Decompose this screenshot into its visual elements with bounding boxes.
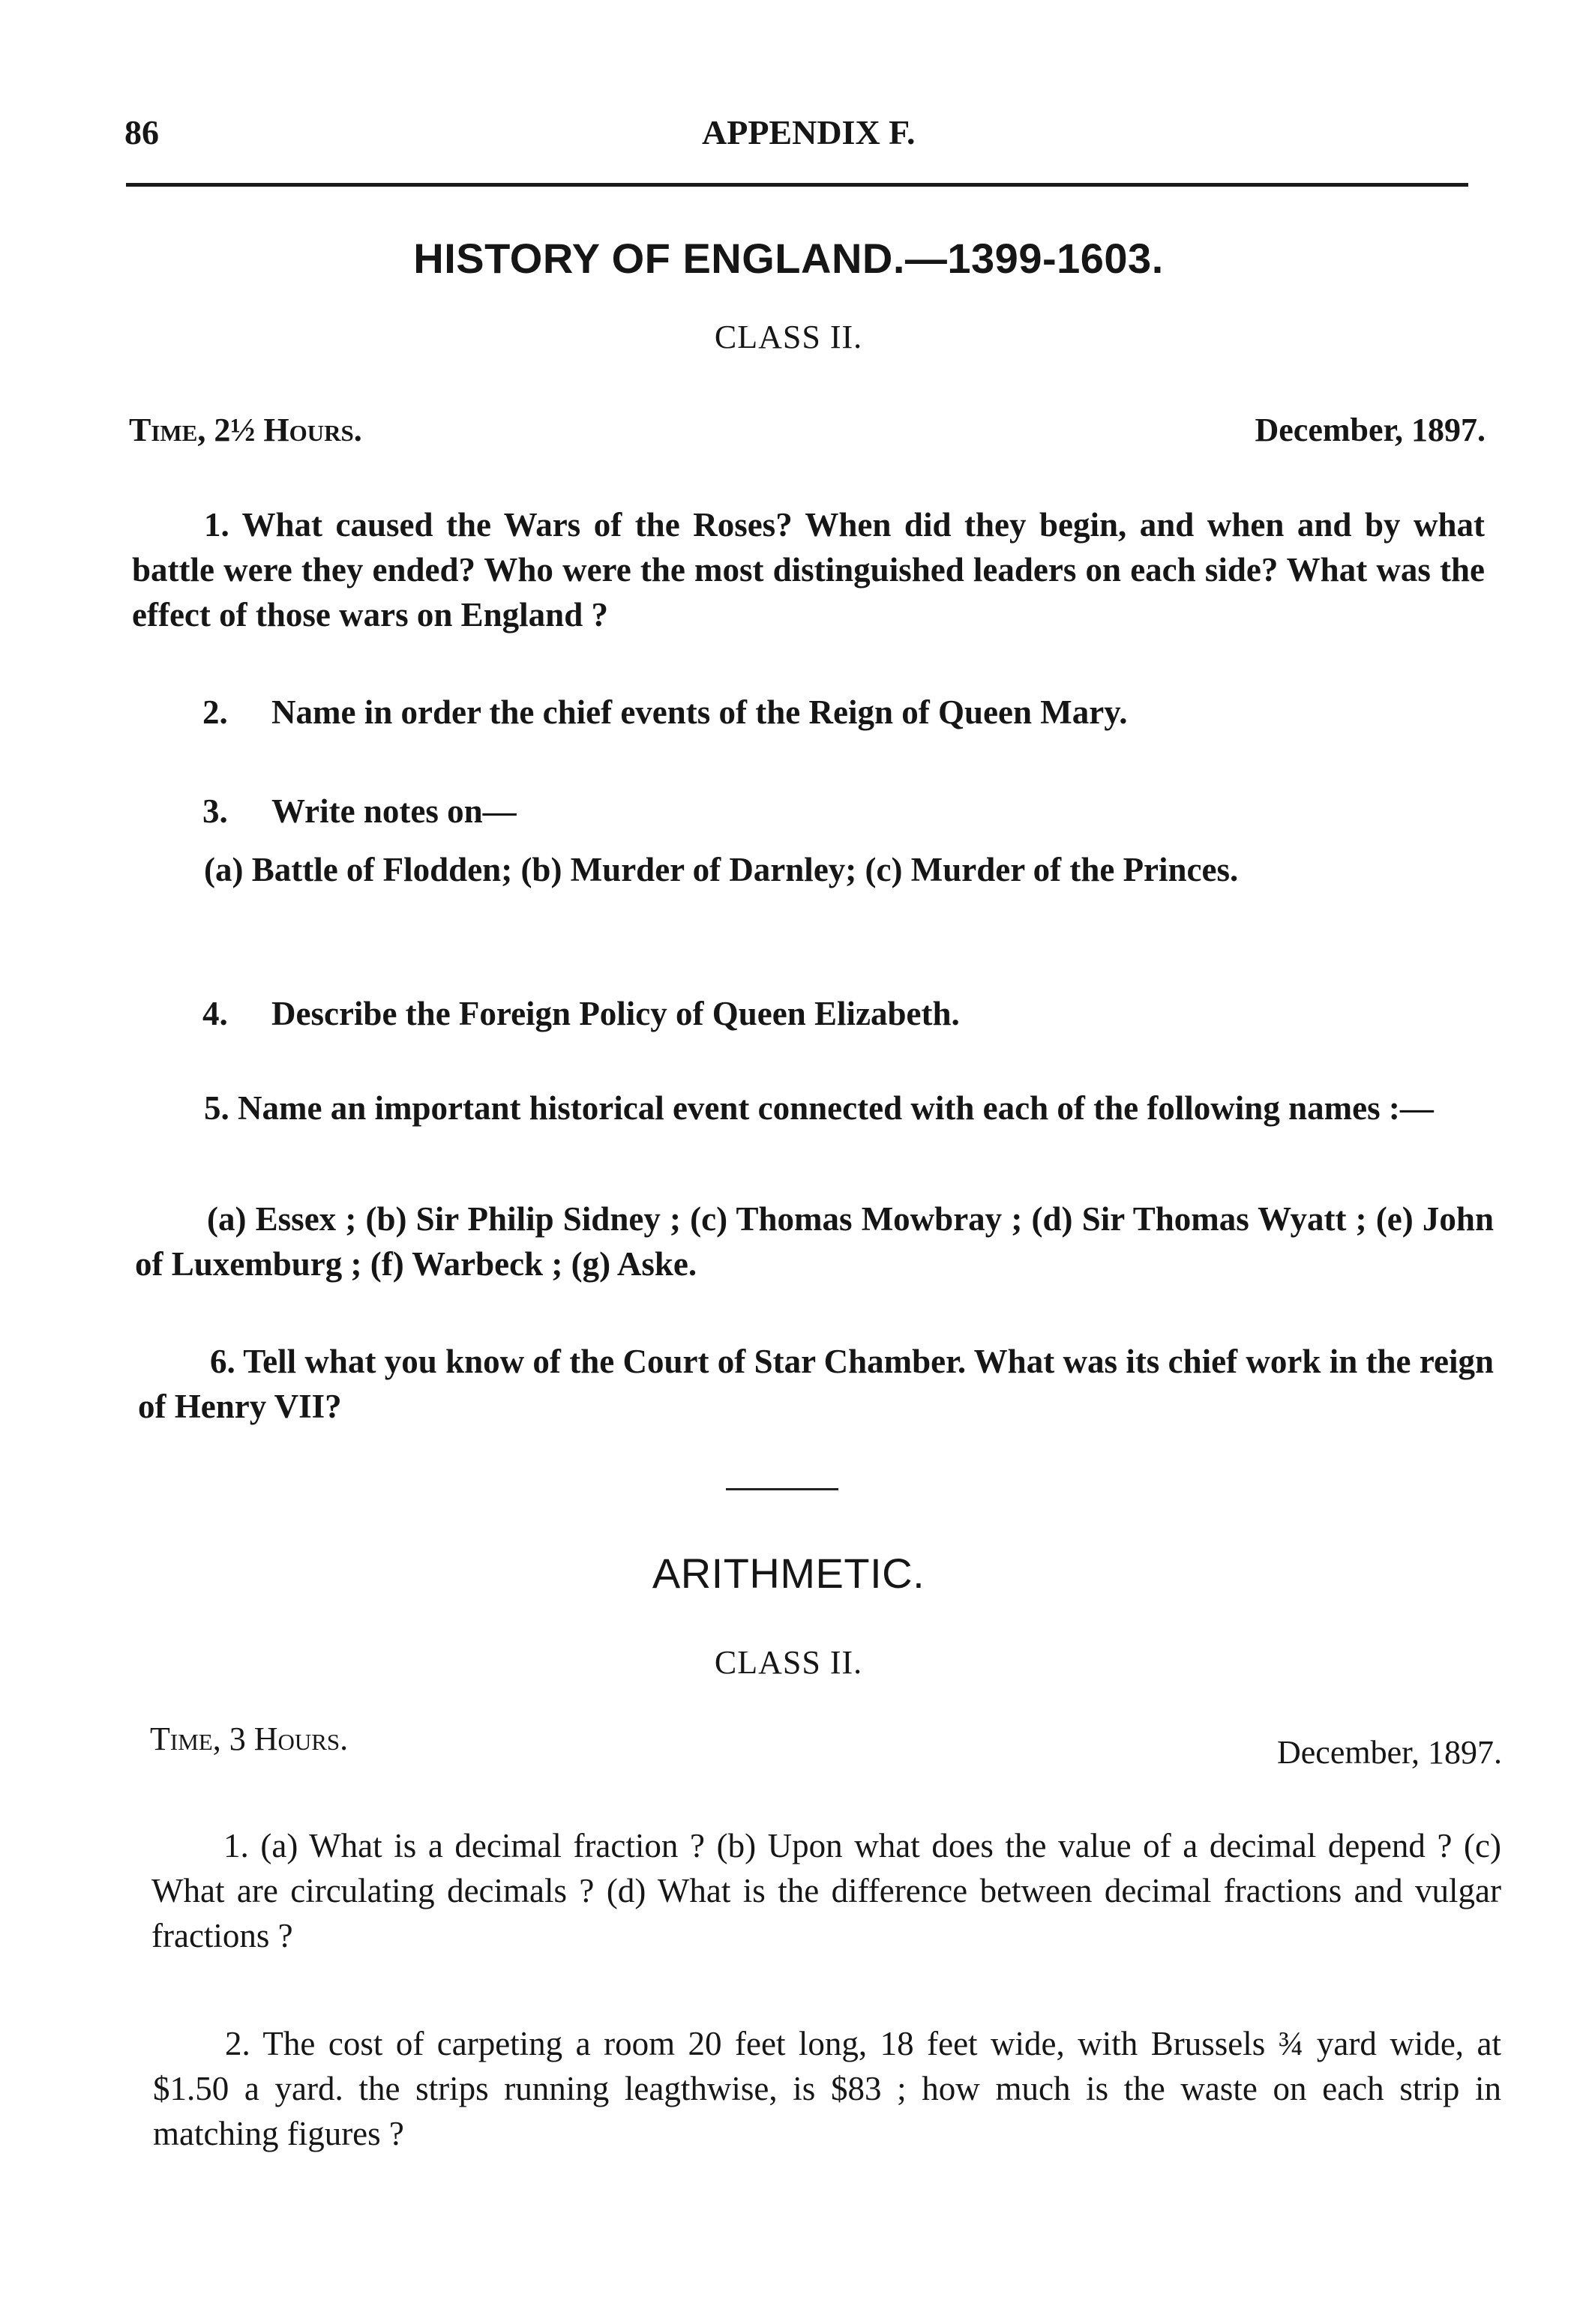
history-question-6 xyxy=(138,1339,1494,1429)
history-question-3-parts: (a) Battle of Flodden; (b) Murder of Darnley; (c) Murder of the Princes. xyxy=(204,851,1239,888)
history-question-5-parts: (a) Essex ; (b) Sir Philip Sidney ; (c) Thomas Mowbray ; (d) Sir Thomas Wyatt ; (e) John of Luxemburg ; (f) Warbeck ; (g) Aske. xyxy=(135,1200,1494,1283)
arithmetic-question-2 xyxy=(153,2021,1501,2156)
question-number: 1. xyxy=(223,1827,249,1864)
section-divider xyxy=(726,1488,838,1490)
question-text: Describe the Foreign Policy of Queen Elizabeth. xyxy=(271,995,960,1032)
page-number: 86 xyxy=(124,113,159,151)
history-question-3 xyxy=(202,789,1492,834)
history-question-5 xyxy=(132,1086,1489,1131)
question-text: Name in order the chief events of the Reign of Queen Mary. xyxy=(271,693,1128,731)
history-question-4 xyxy=(202,991,1492,1036)
history-title: HISTORY OF ENGLAND.—1399-1603. xyxy=(413,235,1164,282)
header-rule xyxy=(126,183,1468,187)
history-date: December, 1897. xyxy=(1255,412,1486,448)
question-text: The cost of carpeting a room 20 feet long, 18 feet wide, with Brussels ¾ yard wide, at $1.50 a yard. the strips running leagthwise, is $83 ; how much is the waste on each strip in matching figures ? xyxy=(153,2025,1502,2152)
question-number: 2. xyxy=(225,2025,250,2062)
question-text: What caused the Wars of the Roses? When did they begin, and when and by what battle were they ended? Who were the most distinguished leaders on each side? What was the effect of those wars on England ? xyxy=(132,506,1485,633)
question-number: 2. xyxy=(202,693,228,731)
question-number: 6. xyxy=(210,1343,235,1380)
question-number: 1. xyxy=(204,506,229,544)
running-title: APPENDIX F. xyxy=(702,113,916,151)
arithmetic-class-label: CLASS II. xyxy=(714,1644,863,1681)
question-number: 3. xyxy=(202,792,228,830)
question-number: 4. xyxy=(202,995,228,1032)
arithmetic-date: December, 1897. xyxy=(1276,1734,1502,1771)
question-number: 5. xyxy=(204,1089,229,1127)
question-text: (a) What is a decimal fraction ? (b) Upon what does the value of a decimal depend ? (c) What are circulating decimals ? (d) What is the difference between decimal fractions and vulgar fractions ? xyxy=(151,1827,1501,1954)
question-text: Write notes on— xyxy=(271,792,517,830)
question-text: Tell what you know of the Court of Star Chamber. What was its chief work in the reign of Henry VII? xyxy=(138,1343,1494,1425)
history-question-1 xyxy=(132,502,1485,637)
history-question-2 xyxy=(202,690,1492,735)
history-time: Time, 2½ Hours. xyxy=(129,412,362,448)
arithmetic-time: Time, 3 Hours. xyxy=(150,1721,349,1757)
arithmetic-question-1 xyxy=(151,1823,1501,1958)
history-class-label: CLASS II. xyxy=(714,319,863,355)
arithmetic-title: ARITHMETIC. xyxy=(652,1550,925,1597)
question-text: Name an important historical event connected with each of the following names :— xyxy=(238,1089,1434,1127)
